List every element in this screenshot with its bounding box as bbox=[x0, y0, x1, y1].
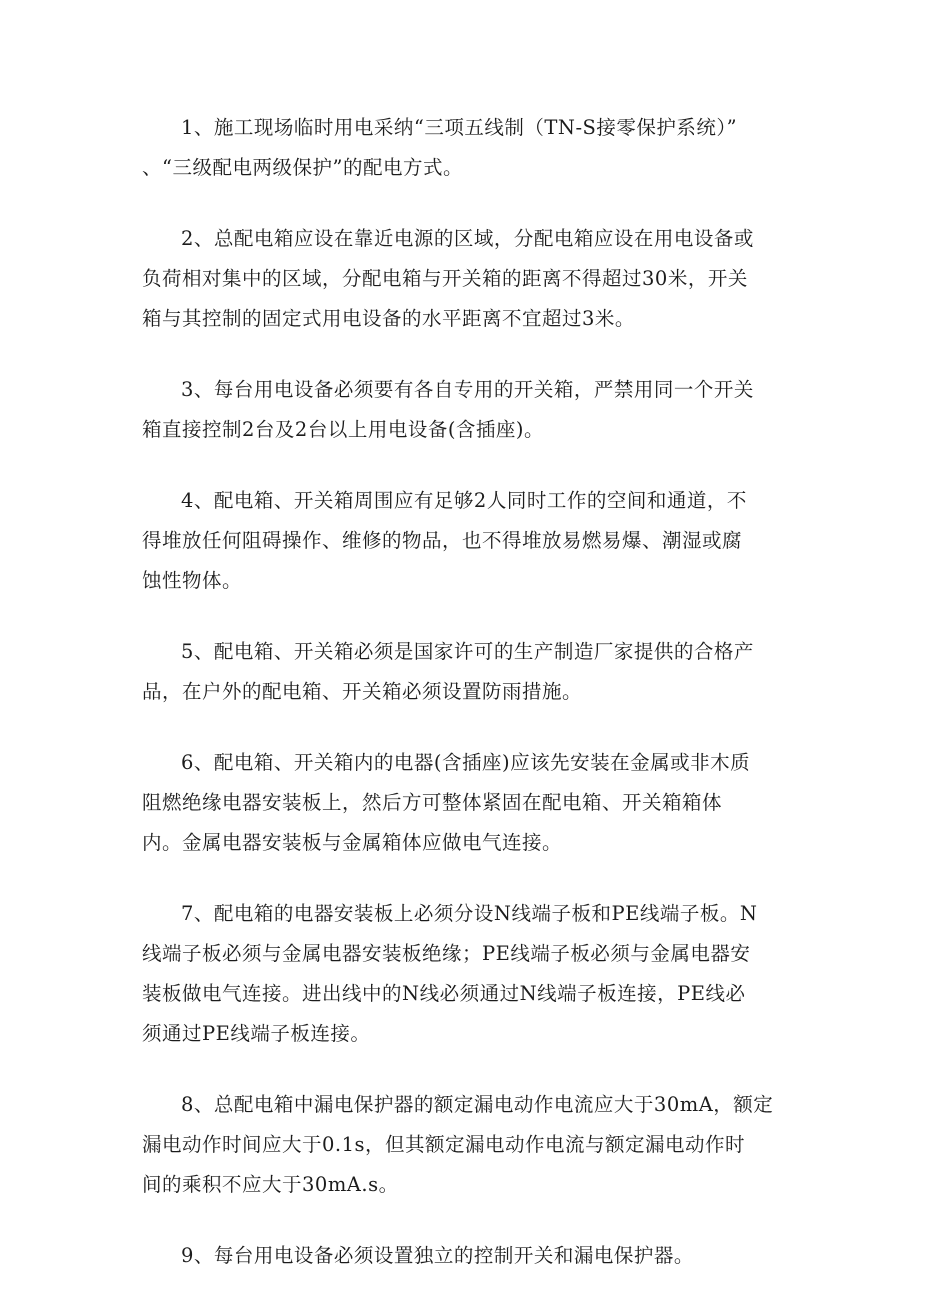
paragraph-line: 品，在户外的配电箱、开关箱必须设置防雨措施。 bbox=[142, 680, 583, 703]
paragraph-line: 2、总配电箱应设在靠近电源的区域，分配电箱应设在用电设备或 bbox=[181, 227, 754, 250]
paragraph-line: 阻燃绝缘电器安装板上，然后方可整体紧固在配电箱、开关箱箱体 bbox=[142, 791, 723, 814]
paragraph-line: 1、施工现场临时用电采纳“三项五线制（TN-S接零保护系统）” bbox=[181, 116, 738, 139]
paragraph-line: 箱与其控制的固定式用电设备的水平距离不宜超过3米。 bbox=[142, 307, 635, 330]
paragraph-line: 蚀性物体。 bbox=[142, 569, 243, 592]
paragraph-4 bbox=[142, 481, 812, 601]
document-body bbox=[142, 108, 812, 1307]
paragraph-line: 线端子板必须与金属电器安装板绝缘；PE线端子板必须与金属电器安 bbox=[142, 942, 751, 965]
paragraph-3 bbox=[142, 370, 812, 450]
paragraph-line: 3、每台用电设备必须要有各自专用的开关箱，严禁用同一个开关 bbox=[181, 378, 754, 401]
paragraph-8 bbox=[142, 1085, 812, 1205]
paragraph-line: 8、总配电箱中漏电保护器的额定漏电动作电流应大于30mA，额定 bbox=[181, 1093, 774, 1116]
paragraph-line: 负荷相对集中的区域，分配电箱与开关箱的距离不得超过30米，开关 bbox=[142, 267, 748, 290]
paragraph-line: 内。金属电器安装板与金属箱体应做电气连接。 bbox=[142, 831, 563, 854]
paragraph-line: 、“三级配电两级保护”的配电方式。 bbox=[142, 156, 463, 179]
paragraph-line: 须通过PE线端子板连接。 bbox=[142, 1022, 371, 1045]
paragraph-5 bbox=[142, 632, 812, 712]
paragraph-2 bbox=[142, 219, 812, 339]
paragraph-line: 箱直接控制2台及2台以上用电设备(含插座)。 bbox=[142, 418, 545, 441]
paragraph-7 bbox=[142, 894, 812, 1054]
paragraph-line: 7、配电箱的电器安装板上必须分设N线端子板和PE线端子板。N bbox=[181, 902, 758, 925]
paragraph-9 bbox=[142, 1236, 812, 1276]
paragraph-line: 9、每台用电设备必须设置独立的控制开关和漏电保护器。 bbox=[181, 1244, 694, 1267]
paragraph-6 bbox=[142, 743, 812, 863]
paragraph-1 bbox=[142, 108, 812, 188]
paragraph-line: 得堆放任何阻碍操作、维修的物品，也不得堆放易燃易爆、潮湿或腐 bbox=[142, 529, 743, 552]
paragraph-line: 5、配电箱、开关箱必须是国家许可的生产制造厂家提供的合格产 bbox=[181, 640, 754, 663]
paragraph-line: 装板做电气连接。进出线中的N线必须通过N线端子板连接，PE线必 bbox=[142, 982, 746, 1005]
paragraph-line: 4、配电箱、开关箱周围应有足够2人同时工作的空间和通道，不 bbox=[181, 489, 747, 512]
paragraph-line: 漏电动作时间应大于0.1s，但其额定漏电动作电流与额定漏电动作时 bbox=[142, 1133, 746, 1156]
paragraph-line: 6、配电箱、开关箱内的电器(含插座)应该先安装在金属或非木质 bbox=[181, 751, 751, 774]
paragraph-line: 间的乘积不应大于30mA.s。 bbox=[142, 1173, 399, 1196]
